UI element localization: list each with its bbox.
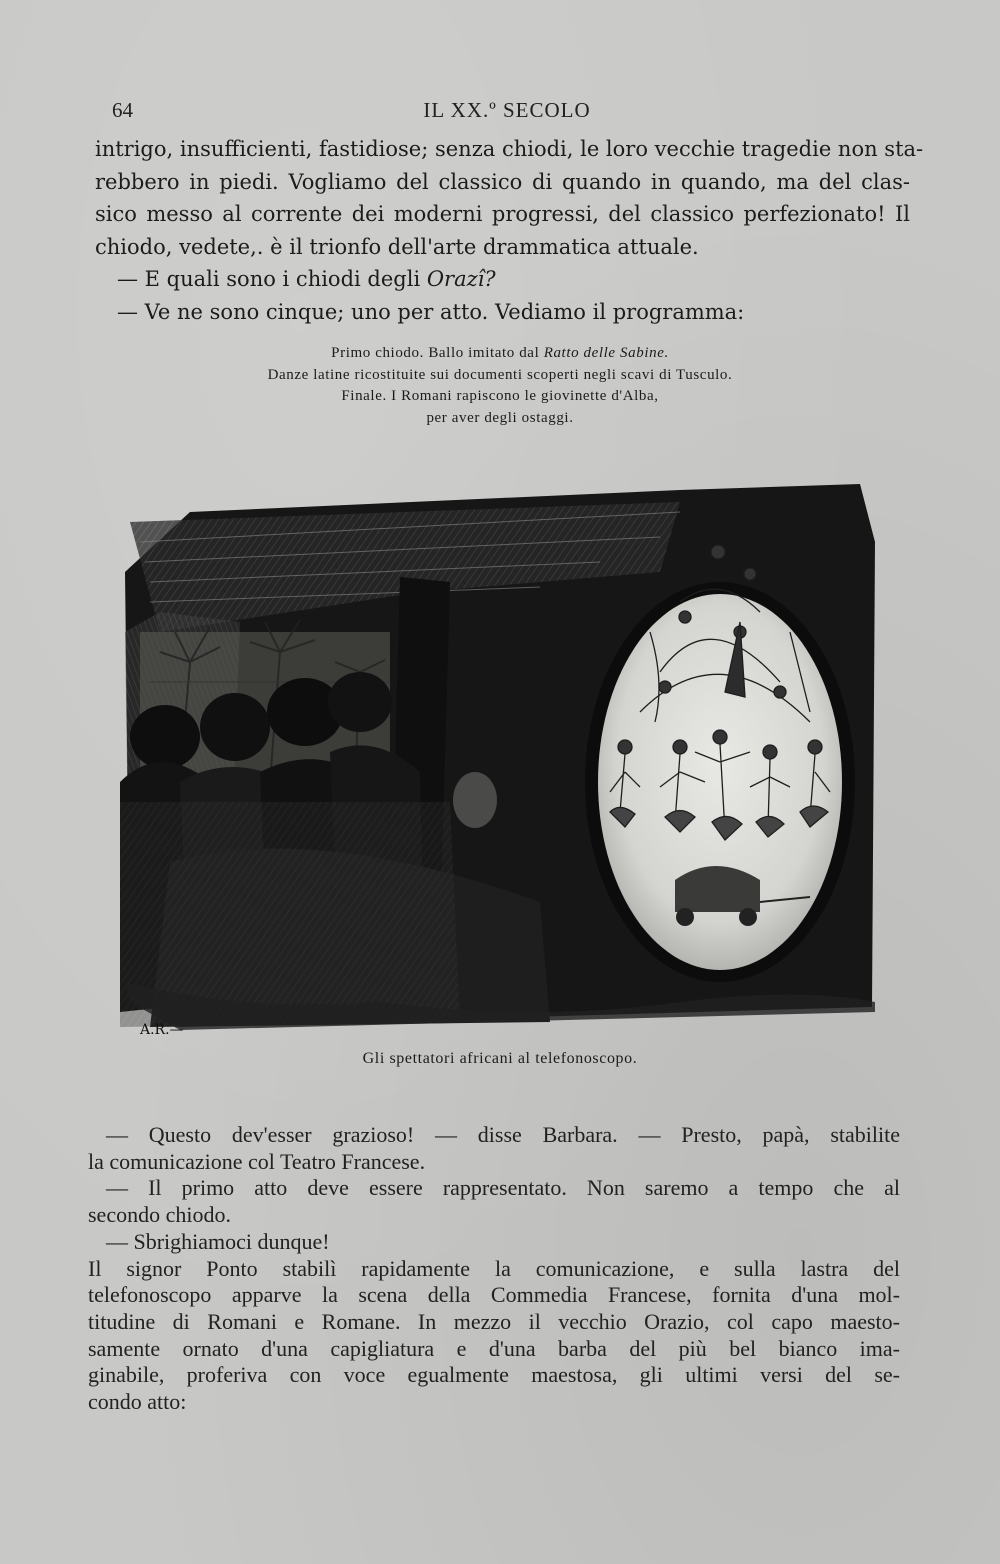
text-line: la comunicazione col Teatro Francese. bbox=[88, 1148, 426, 1174]
text-line: rebbero in piedi. Vogliamo del classico di quando in quando, ma del clas- bbox=[95, 169, 910, 194]
dialogue-line: — Ve ne sono cinque; uno per atto. Vediamo il programma: bbox=[117, 299, 745, 324]
text-line: secondo chiodo. bbox=[88, 1202, 231, 1228]
program-text: Primo chiodo. Ballo imitato dal bbox=[331, 345, 544, 361]
text-line: — Questo dev'esser grazioso! — disse Barbara. — Presto, papà, stabilite bbox=[106, 1122, 900, 1147]
text-line: titudine di Romani e Romane. In mezzo il vecchio Orazio, col capo maesto- bbox=[88, 1308, 900, 1334]
text-line: telefonoscopo apparve la scena della Commedia Francese, fornita d'una mol- bbox=[88, 1282, 900, 1308]
engraving-svg bbox=[120, 482, 882, 1042]
text-line: samente ornato d'una capigliatura e d'una barba del più bel bianco ima- bbox=[88, 1335, 900, 1361]
dialogue-italic: Orazî? bbox=[426, 267, 496, 291]
text-line: Il signor Ponto stabilì rapidamente la comunicazione, e sulla lastra del bbox=[88, 1255, 900, 1281]
engraving-illustration bbox=[120, 482, 882, 1042]
text-line: condo atto: bbox=[88, 1389, 187, 1415]
program-line: per aver degli ostaggi. bbox=[426, 409, 574, 426]
top-paragraph bbox=[95, 133, 924, 328]
program-block bbox=[150, 343, 850, 429]
artist-signature: A.R.— bbox=[140, 1022, 184, 1038]
text-line: — Il primo atto deve essere rappresentato. Non saremo a tempo che al bbox=[106, 1175, 900, 1201]
text-line: ginabile, proferiva con voce egualmente maestosa, gli ultimi versi del se- bbox=[88, 1362, 900, 1388]
program-line: Danze latine ricostituite sui documenti scoperti negli scavi di Tusculo. bbox=[267, 366, 733, 383]
bottom-paragraph bbox=[88, 1122, 900, 1416]
program-line bbox=[150, 343, 850, 365]
running-header bbox=[112, 98, 902, 128]
text-line: chiodo, vedete,. è il trionfo dell'arte drammatica attuale. bbox=[95, 234, 699, 259]
dialogue-text: — E quali sono i chiodi degli bbox=[117, 267, 427, 291]
text-line: intrigo, insufficienti, fastidiose; senza chiodi, le loro vecchie tragedie non sta- bbox=[95, 137, 924, 161]
illustration-caption: Gli spettatori africani al telefonoscopo. bbox=[362, 1050, 638, 1067]
running-title: IL XX.º SECOLO bbox=[423, 98, 591, 122]
program-italic: Ratto delle Sabine. bbox=[543, 345, 669, 361]
page-number: 64 bbox=[112, 98, 133, 122]
dialogue-line bbox=[95, 263, 910, 296]
program-line: Finale. I Romani rapiscono le giovinette d'Alba, bbox=[341, 388, 659, 404]
text-line: sico messo al corrente dei moderni progressi, del classico perfezionato! Il bbox=[95, 202, 910, 226]
text-line: — Sbrighiamoci dunque! bbox=[106, 1228, 330, 1254]
